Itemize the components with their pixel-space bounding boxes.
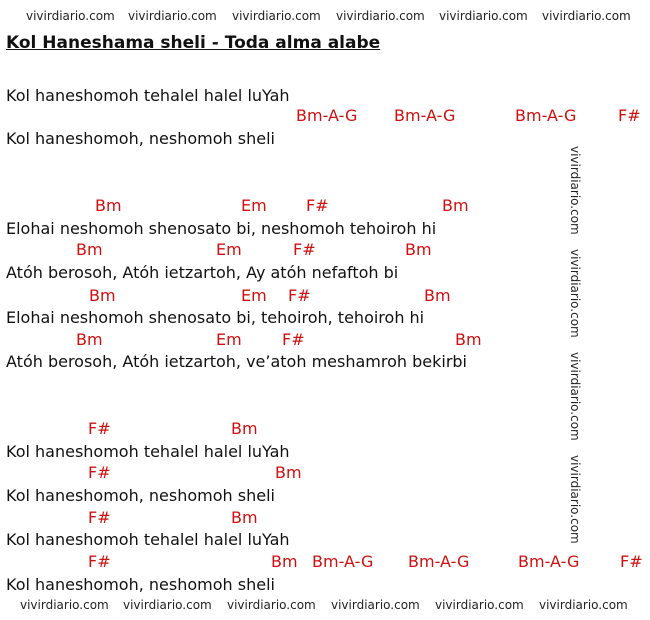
chord: F#: [88, 419, 111, 438]
chord: F#: [618, 106, 641, 125]
chord: F#: [620, 552, 643, 571]
watermark: vivirdiario.com: [539, 598, 628, 612]
chord: Bm: [76, 330, 103, 349]
chord: Bm-A-G: [296, 106, 358, 125]
chord: F#: [293, 240, 316, 259]
watermark-vertical: vivirdiario.com: [568, 146, 582, 235]
chord: Em: [241, 286, 267, 305]
chord: F#: [88, 463, 111, 482]
page-title: Kol Haneshama sheli - Toda alma alabe: [6, 33, 381, 53]
lyric-line: Kol haneshomoh tehalel halel luYah: [6, 530, 290, 549]
lyric-line: Elohai neshomoh shenosato bi, neshomoh tehoiroh hi: [6, 219, 437, 238]
chord: Em: [241, 196, 267, 215]
chord: Bm: [76, 240, 103, 259]
watermark: vivirdiario.com: [128, 9, 217, 23]
chord: F#: [282, 330, 305, 349]
chord: Bm: [271, 552, 298, 571]
chord: F#: [288, 286, 311, 305]
lyric-line: Kol haneshomoh tehalel halel luYah: [6, 442, 290, 461]
watermark: vivirdiario.com: [20, 598, 109, 612]
chord: F#: [88, 552, 111, 571]
watermark: vivirdiario.com: [227, 598, 316, 612]
chord: Bm-A-G: [515, 106, 577, 125]
watermark: vivirdiario.com: [336, 9, 425, 23]
watermark: vivirdiario.com: [123, 598, 212, 612]
lyric-line: Kol haneshomoh, neshomoh sheli: [6, 575, 275, 594]
lyric-line: Atóh berosoh, Atóh ietzartoh, Ay atóh nefaftoh bi: [6, 263, 399, 282]
watermark: vivirdiario.com: [26, 9, 115, 23]
watermark-row-bottom: [0, 598, 650, 614]
chord: Bm-A-G: [408, 552, 470, 571]
watermark: vivirdiario.com: [331, 598, 420, 612]
chord: Bm-A-G: [518, 552, 580, 571]
chord: Bm: [89, 286, 116, 305]
chord: Bm: [424, 286, 451, 305]
lyric-line: Elohai neshomoh shenosato bi, tehoiroh, tehoiroh hi: [6, 308, 425, 327]
chord: Bm: [442, 196, 469, 215]
watermark: vivirdiario.com: [439, 9, 528, 23]
chord: Em: [216, 240, 242, 259]
chord: Em: [216, 330, 242, 349]
chord: Bm: [95, 196, 122, 215]
chord: Bm: [405, 240, 432, 259]
watermark: vivirdiario.com: [232, 9, 321, 23]
watermark-row-top: [0, 9, 650, 25]
watermark: vivirdiario.com: [435, 598, 524, 612]
chord: Bm: [455, 330, 482, 349]
chord: Bm: [231, 419, 258, 438]
chord: Bm: [275, 463, 302, 482]
watermark-vertical: vivirdiario.com: [568, 352, 582, 441]
chord: F#: [306, 196, 329, 215]
lyric-line: Kol haneshomoh, neshomoh sheli: [6, 486, 275, 505]
watermark: vivirdiario.com: [542, 9, 631, 23]
chord: Bm-A-G: [312, 552, 374, 571]
watermark-vertical: vivirdiario.com: [568, 249, 582, 338]
chord: F#: [88, 508, 111, 527]
chord: Bm: [231, 508, 258, 527]
lyric-line: Kol haneshomoh tehalel halel luYah: [6, 86, 290, 105]
lyric-line: Atóh berosoh, Atóh ietzartoh, ve’atoh meshamroh bekirbi: [6, 352, 467, 371]
lyric-line: Kol haneshomoh, neshomoh sheli: [6, 129, 275, 148]
watermark-vertical: vivirdiario.com: [568, 455, 582, 544]
chord: Bm-A-G: [394, 106, 456, 125]
